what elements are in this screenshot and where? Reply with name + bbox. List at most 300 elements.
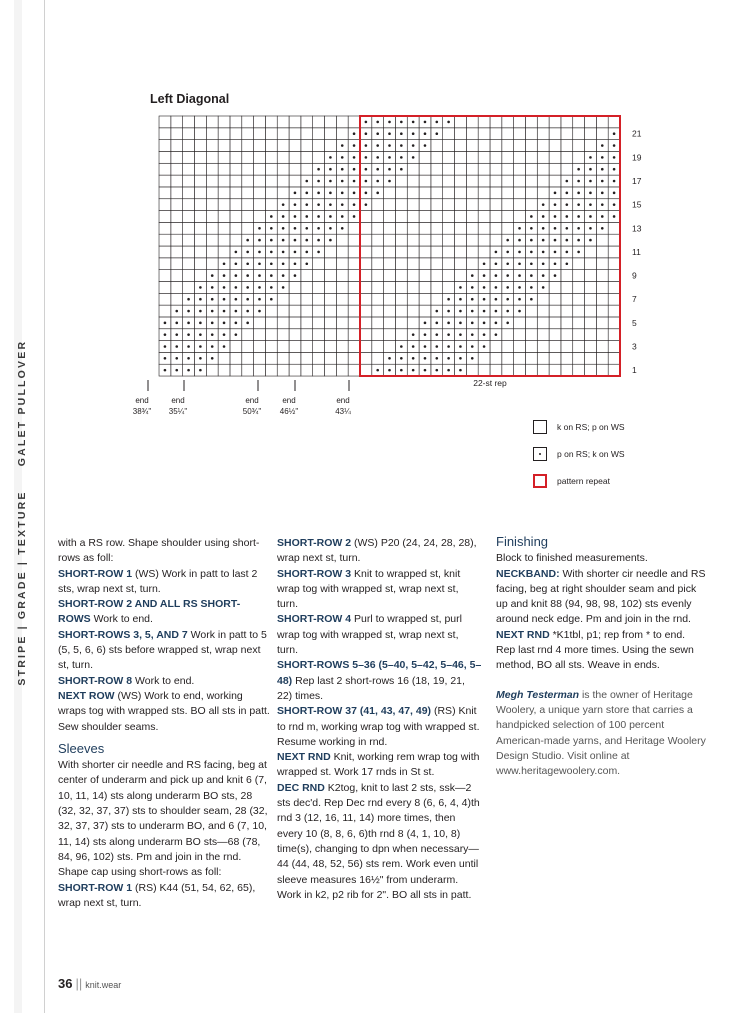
- finishing-heading: Finishing: [496, 534, 549, 549]
- chart-cell: [242, 140, 254, 152]
- chart-cell: [171, 222, 183, 234]
- chart-cell: [537, 175, 549, 187]
- chart-cell: [478, 246, 490, 258]
- purl-dot: [589, 215, 592, 218]
- chart-cell: [514, 140, 526, 152]
- sleeve-short-row-3-instr: SHORT-ROW 3 Knit to wrapped st, knit wrap tog with wrapped st, wrap next st, turn.: [277, 567, 461, 611]
- purl-dot: [187, 369, 190, 372]
- chart-cell: [502, 329, 514, 341]
- purl-dot: [566, 215, 569, 218]
- purl-dot: [305, 215, 308, 218]
- chart-cell: [431, 187, 443, 199]
- purl-dot: [365, 168, 368, 171]
- chart-cell: [419, 293, 431, 305]
- purl-dot: [294, 215, 297, 218]
- purl-dot: [223, 333, 226, 336]
- chart-cell: [372, 341, 384, 353]
- chart-cell: [360, 341, 372, 353]
- chart-cell: [372, 234, 384, 246]
- chart-cell: [254, 211, 266, 223]
- chart-cell: [585, 128, 597, 140]
- chart-cell: [549, 151, 561, 163]
- purl-dot: [459, 369, 462, 372]
- chart-cell: [431, 234, 443, 246]
- chart-cell: [265, 341, 277, 353]
- purl-dot: [317, 168, 320, 171]
- chart-cell: [502, 175, 514, 187]
- purl-dot: [542, 262, 545, 265]
- end-marker-size: 43¼: [335, 407, 351, 416]
- chart-cell: [443, 151, 455, 163]
- purl-dot: [554, 262, 557, 265]
- chart-cell: [348, 317, 360, 329]
- purl-dot: [530, 227, 533, 230]
- purl-dot: [246, 298, 249, 301]
- chart-cell: [384, 211, 396, 223]
- chart-cell: [419, 187, 431, 199]
- purl-dot: [329, 156, 332, 159]
- purl-dot: [211, 310, 214, 313]
- purl-dot: [459, 345, 462, 348]
- purl-dot: [235, 262, 238, 265]
- chart-cell: [549, 128, 561, 140]
- chart-cell: [608, 317, 620, 329]
- chart-cell: [466, 151, 478, 163]
- end-marker-size: 35¼": [168, 407, 188, 416]
- purl-dot: [471, 286, 474, 289]
- chart-cell: [183, 128, 195, 140]
- chart-cell: [443, 270, 455, 282]
- purl-dot: [589, 156, 592, 159]
- chart-cell: [478, 352, 490, 364]
- chart-cell: [514, 128, 526, 140]
- chart-cell: [159, 151, 171, 163]
- chart-cell: [171, 187, 183, 199]
- purl-dot: [294, 192, 297, 195]
- purl-dot: [577, 251, 580, 254]
- chart-cell: [313, 352, 325, 364]
- chart-cell: [325, 352, 337, 364]
- chart-cell: [360, 258, 372, 270]
- chart-cell: [159, 187, 171, 199]
- purl-dot: [613, 144, 616, 147]
- chart-cell: [313, 341, 325, 353]
- purl-dot: [175, 322, 178, 325]
- chart-cell: [171, 211, 183, 223]
- purl-dot: [258, 274, 261, 277]
- chart-cell: [596, 270, 608, 282]
- chart-cell: [301, 364, 313, 376]
- chart-cell: [395, 258, 407, 270]
- legend-label-purl: p on RS; k on WS: [557, 449, 625, 459]
- purl-dot: [518, 239, 521, 242]
- purl-dot: [211, 357, 214, 360]
- shoulder-intro: with a RS row. Shape shoulder using short-rows as foll:: [58, 537, 260, 565]
- purl-dot: [435, 369, 438, 372]
- purl-dot: [530, 298, 533, 301]
- purl-dot: [566, 180, 569, 183]
- purl-dot: [435, 357, 438, 360]
- purl-dot: [471, 345, 474, 348]
- purl-dot: [305, 239, 308, 242]
- chart-cell: [608, 364, 620, 376]
- chart-cell: [289, 329, 301, 341]
- chart-cell: [206, 246, 218, 258]
- chart-row: [159, 329, 620, 341]
- chart-cell: [466, 187, 478, 199]
- purl-dot: [424, 132, 427, 135]
- purl-dot: [554, 239, 557, 242]
- chart-cell: [171, 140, 183, 152]
- chart-row: [159, 270, 620, 282]
- purl-dot: [365, 156, 368, 159]
- stitch-chart: [0, 0, 750, 430]
- row-number: 17: [632, 176, 642, 187]
- chart-cell: [514, 329, 526, 341]
- chart-cell: [289, 364, 301, 376]
- chart-cell: [171, 258, 183, 270]
- purl-dot: [447, 345, 450, 348]
- purl-dot: [282, 227, 285, 230]
- chart-row: [159, 341, 620, 353]
- purl-dot: [235, 251, 238, 254]
- chart-cell: [490, 175, 502, 187]
- purl-dot: [542, 203, 545, 206]
- chart-cell: [230, 211, 242, 223]
- chart-cell: [443, 211, 455, 223]
- chart-cell: [254, 163, 266, 175]
- chart-cell: [573, 258, 585, 270]
- chart-cell: [230, 187, 242, 199]
- purl-dot: [566, 251, 569, 254]
- purl-dot: [542, 215, 545, 218]
- chart-cell: [502, 199, 514, 211]
- purl-dot: [589, 239, 592, 242]
- purl-dot: [554, 203, 557, 206]
- chart-cell: [596, 258, 608, 270]
- chart-cell: [289, 293, 301, 305]
- chart-cell: [514, 163, 526, 175]
- row-number: 9: [632, 270, 637, 281]
- chart-cell: [466, 246, 478, 258]
- chart-cell: [348, 222, 360, 234]
- purl-dot: [518, 251, 521, 254]
- chart-cell: [431, 175, 443, 187]
- text-column-2: [277, 536, 482, 903]
- purl-dot: [459, 322, 462, 325]
- chart-cell: [490, 211, 502, 223]
- chart-cell: [502, 140, 514, 152]
- purl-dot: [554, 251, 557, 254]
- chart-cell: [159, 281, 171, 293]
- chart-cell: [502, 187, 514, 199]
- chart-cell: [585, 364, 597, 376]
- purl-dot: [483, 286, 486, 289]
- chart-cell: [419, 270, 431, 282]
- chart-cell: [372, 222, 384, 234]
- chart-cell: [301, 305, 313, 317]
- sleeve-short-row-1-instr: SHORT-ROW 1 (RS) K44 (51, 54, 62, 65), wrap next st, turn.: [58, 881, 256, 909]
- chart-cell: [254, 116, 266, 128]
- chart-cell: [407, 305, 419, 317]
- purl-dot: [317, 203, 320, 206]
- chart-cell: [313, 116, 325, 128]
- purl-dot: [530, 251, 533, 254]
- chart-cell: [289, 116, 301, 128]
- chart-cell: [206, 258, 218, 270]
- row-number: 5: [632, 317, 637, 328]
- chart-cell: [325, 281, 337, 293]
- purl-dot: [435, 345, 438, 348]
- chart-cell: [490, 222, 502, 234]
- chart-cell: [206, 116, 218, 128]
- purl-dot: [270, 262, 273, 265]
- row-number: 7: [632, 294, 637, 305]
- chart-cell: [301, 293, 313, 305]
- purl-dot: [164, 322, 167, 325]
- purl-dot: [506, 251, 509, 254]
- purl-dot: [341, 192, 344, 195]
- chart-cell: [277, 175, 289, 187]
- purl-dot: [400, 357, 403, 360]
- chart-cell: [585, 258, 597, 270]
- chart-cell: [537, 187, 549, 199]
- chart-cell: [171, 246, 183, 258]
- chart-cell: [384, 341, 396, 353]
- chart-cell: [206, 175, 218, 187]
- chart-cell: [301, 317, 313, 329]
- purl-dot: [424, 121, 427, 124]
- purl-dot: [223, 322, 226, 325]
- sleeve-short-row-4-instr: SHORT-ROW 4 Purl to wrapped st, purl wrap tog with wrapped st, wrap next st, turn.: [277, 613, 462, 657]
- sleeves-text: With shorter cir needle and RS facing, beg at center of underarm and pick up and knit 6 (7, 10, 11, 14) sts along underarm BO sts, 28 (32, 32, 37, 37) sts to shoulder seam, 28 (32, 32, 37, 37) sts to underarm BO, and 6 (7, 10, 11, 14) sts along underarm BO sts—68 (78, 84, 96, 102) sts. Pm and join in the rnd. Shape cap using short-rows as foll:: [58, 759, 268, 879]
- chart-cell: [407, 258, 419, 270]
- purl-dot: [554, 192, 557, 195]
- purl-dot: [483, 262, 486, 265]
- chart-cell: [608, 341, 620, 353]
- purl-dot: [589, 180, 592, 183]
- chart-cell: [230, 199, 242, 211]
- chart-cell: [194, 270, 206, 282]
- chart-cell: [384, 305, 396, 317]
- chart-cell: [514, 187, 526, 199]
- purl-dot: [341, 156, 344, 159]
- purl-dot: [246, 322, 249, 325]
- chart-cell: [419, 175, 431, 187]
- chart-cell: [525, 163, 537, 175]
- purl-dot: [613, 168, 616, 171]
- purl-dot: [365, 180, 368, 183]
- purl-dot: [329, 227, 332, 230]
- purl-dot: [435, 310, 438, 313]
- chart-cell: [265, 140, 277, 152]
- sleeves-heading: Sleeves: [58, 740, 105, 756]
- purl-dot: [542, 227, 545, 230]
- purl-dot: [542, 239, 545, 242]
- chart-cell: [289, 163, 301, 175]
- chart-cell: [384, 199, 396, 211]
- chart-cell: [537, 140, 549, 152]
- purl-dot: [329, 215, 332, 218]
- chart-cell: [514, 151, 526, 163]
- purl-dot: [376, 144, 379, 147]
- chart-cell: [395, 211, 407, 223]
- chart-cell: [230, 364, 242, 376]
- purl-dot: [258, 310, 261, 313]
- chart-cell: [360, 305, 372, 317]
- purl-dot: [223, 262, 226, 265]
- chart-cell: [514, 317, 526, 329]
- purl-dot: [506, 298, 509, 301]
- purl-dot: [613, 215, 616, 218]
- purl-dot: [530, 215, 533, 218]
- chart-cell: [573, 140, 585, 152]
- purl-dot: [270, 227, 273, 230]
- chart-cell: [183, 246, 195, 258]
- purl-dot: [294, 274, 297, 277]
- chart-cell: [585, 270, 597, 282]
- chart-cell: [277, 151, 289, 163]
- chart-cell: [395, 187, 407, 199]
- chart-cell: [242, 364, 254, 376]
- chart-cell: [443, 281, 455, 293]
- chart-cell: [596, 293, 608, 305]
- chart-cell: [325, 246, 337, 258]
- chart-cell: [159, 175, 171, 187]
- chart-cell: [431, 270, 443, 282]
- chart-cell: [573, 151, 585, 163]
- chart-cell: [466, 163, 478, 175]
- purl-dot: [376, 369, 379, 372]
- chart-cell: [194, 199, 206, 211]
- chart-cell: [313, 128, 325, 140]
- short-row-1-instr: SHORT-ROW 1 (WS) Work in patt to last 2 sts, wrap next st, turn.: [58, 567, 258, 595]
- purl-dot: [329, 180, 332, 183]
- chart-cell: [194, 246, 206, 258]
- purl-dot: [305, 251, 308, 254]
- chart-cell: [608, 234, 620, 246]
- chart-cell: [159, 128, 171, 140]
- end-marker-word: end: [282, 396, 296, 405]
- purl-dot: [270, 274, 273, 277]
- purl-dot: [199, 333, 202, 336]
- next-rnd-instr: NEXT RND Knit, working rem wrap tog with wrapped st. Work 17 rnds in St st.: [277, 751, 480, 779]
- chart-cell: [254, 317, 266, 329]
- chart-cell: [218, 234, 230, 246]
- chart-cell: [372, 317, 384, 329]
- chart-end-markers: [133, 380, 351, 416]
- section-label-pattern-text: GALET PULLOVER: [16, 339, 28, 467]
- chart-cell: [301, 352, 313, 364]
- chart-cell: [171, 199, 183, 211]
- chart-cell: [336, 246, 348, 258]
- chart-cell: [585, 317, 597, 329]
- purl-dot: [506, 322, 509, 325]
- purl-dot: [601, 144, 604, 147]
- chart-cell: [419, 163, 431, 175]
- chart-cell: [596, 352, 608, 364]
- purl-dot: [613, 132, 616, 135]
- chart-cell: [573, 128, 585, 140]
- chart-cell: [455, 163, 467, 175]
- chart-cell: [336, 329, 348, 341]
- chart-cell: [348, 305, 360, 317]
- chart-cell: [218, 199, 230, 211]
- chart-cell: [537, 305, 549, 317]
- chart-cell: [431, 293, 443, 305]
- chart-cell: [372, 329, 384, 341]
- end-marker-word: end: [245, 396, 259, 405]
- purl-dot: [400, 369, 403, 372]
- purl-dot: [400, 345, 403, 348]
- chart-cell: [596, 246, 608, 258]
- chart-cell: [537, 163, 549, 175]
- purl-dot: [341, 203, 344, 206]
- purl-dot: [400, 121, 403, 124]
- chart-cell: [537, 293, 549, 305]
- chart-cell: [490, 341, 502, 353]
- chart-cell: [171, 116, 183, 128]
- chart-cell: [596, 305, 608, 317]
- chart-cell: [360, 364, 372, 376]
- purl-dot: [459, 310, 462, 313]
- sleeve-short-row-37-instr: SHORT-ROW 37 (41, 43, 47, 49) (RS) Knit to rnd m, working wrap tog with wrapped st. Resume working in rnd.: [277, 705, 480, 748]
- chart-cell: [585, 281, 597, 293]
- chart-cell: [242, 199, 254, 211]
- purl-dot: [282, 274, 285, 277]
- chart-cell: [360, 222, 372, 234]
- chart-cell: [289, 281, 301, 293]
- purl-dot: [235, 310, 238, 313]
- purl-dot: [329, 168, 332, 171]
- chart-cell: [455, 258, 467, 270]
- chart-cell: [159, 140, 171, 152]
- chart-cell: [490, 140, 502, 152]
- purl-dot: [294, 227, 297, 230]
- purl-dot: [353, 215, 356, 218]
- chart-cell: [478, 187, 490, 199]
- chart-cell: [336, 116, 348, 128]
- chart-cell: [443, 187, 455, 199]
- chart-cell: [419, 234, 431, 246]
- chart-cell: [608, 246, 620, 258]
- purl-dot: [211, 274, 214, 277]
- chart-cell: [608, 116, 620, 128]
- purl-dot: [506, 262, 509, 265]
- chart-cell: [325, 140, 337, 152]
- chart-cell: [265, 116, 277, 128]
- purl-dot: [577, 192, 580, 195]
- purl-dot: [175, 333, 178, 336]
- chart-cell: [360, 352, 372, 364]
- chart-cell: [455, 234, 467, 246]
- purl-dot: [270, 239, 273, 242]
- chart-cell: [313, 258, 325, 270]
- purl-dot: [412, 144, 415, 147]
- chart-cell: [549, 305, 561, 317]
- row-number: 19: [632, 152, 642, 163]
- chart-cell: [171, 151, 183, 163]
- chart-cell: [514, 341, 526, 353]
- chart-cell: [313, 364, 325, 376]
- chart-cell: [525, 116, 537, 128]
- purl-dot: [317, 215, 320, 218]
- chart-cell: [490, 151, 502, 163]
- purl-dot: [246, 251, 249, 254]
- purl-dot: [518, 262, 521, 265]
- chart-cell: [525, 187, 537, 199]
- chart-cell: [242, 151, 254, 163]
